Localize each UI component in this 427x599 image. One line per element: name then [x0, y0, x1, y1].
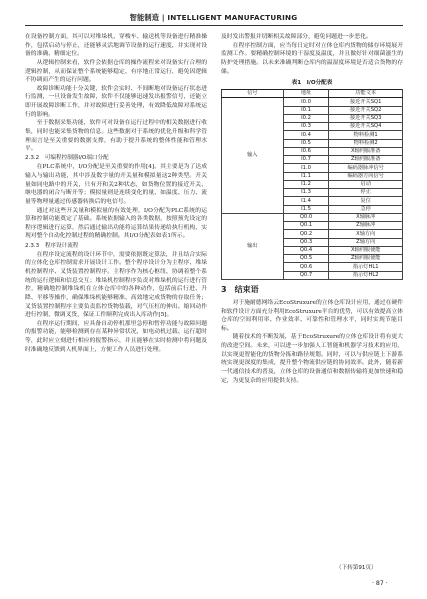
cell-address: I0.1: [283, 106, 329, 114]
cell-function: X轴脉冲: [329, 213, 403, 221]
subsection-heading: 2.3.2 可编程控制器I/O端口分配: [25, 155, 109, 162]
cell-function: 指示灯HL1: [329, 263, 403, 271]
cell-function: 编码器方向信号: [329, 172, 403, 180]
cell-function: 急停: [329, 205, 403, 213]
cell-function: 物料检测2: [329, 139, 403, 147]
cell-address: I1.3: [283, 189, 329, 197]
cell-function: Z轴方向: [329, 238, 403, 246]
header-function: 功能文本: [329, 90, 403, 98]
paragraph: 在程序控制方面，应当每日定时对立体仓库内货物的储存环境展开监测工作。要精确控制环境的干湿度及温度，并且做好针对细菌滋生的防护处理措施。以未来准确判断仓库内的温湿度环境是否适合货物的存储。: [221, 42, 403, 75]
cell-function: 启动: [329, 180, 403, 188]
cell-function: Z轴脉冲: [329, 222, 403, 230]
paragraph: 在程序运行期间，应具备自动停机那里急停和暂停功能与故障问题的报警功能，能够检测到存在某种异常状况，如电动机过载、运行超时等，此时应立刻进行相应的报警指示，并且能够在实时检测中将问题及时准确地反馈到人机界面上，方便工作人员进行处理。: [25, 320, 207, 353]
io-assignment-table: [221, 89, 403, 280]
group-input: 输入: [222, 98, 284, 214]
table-row: [222, 213, 403, 221]
cell-address: I0.0: [283, 98, 329, 106]
paragraph: 故障诊断功能十分关键，软件会实时、不间断地对设备运行状态进行监测，一旦设备发生故障，软件不仅能够迅速发出报警信号，还能立即开展故障诊断工作，并对故障进行妥善处理，有效降低故障对系统运行的影响。: [25, 85, 207, 118]
cell-address: Q0.2: [283, 230, 329, 238]
paragraph: 在程序设定流程的设计环节中，需要依据既定算法，并且结合实际的立体化仓库控制需求开展设计工作。整个程序设计分为主程序、堆垛机控制程序、叉货装置控制程序。主程序作为核心枢纽，协调着整个系统的运行逻辑和信息交互；堆垛机控制程序负责对堆垛机的运行进行管控，精确地控制堆垛机在立体仓库中的各种动作，包括前后行进、升降、平移等操作，确保堆垛机能够精准、高效地完成货物的存取任务；叉货装置控制程序主要负责监控货物装载，对气压杠的伸出、缩回动作进行控制，微调叉货，保证工件顺利完成出入库动作[5]。: [25, 251, 207, 319]
cell-function: Z轴伺服准备: [329, 156, 403, 164]
left-column: [25, 33, 207, 354]
paragraph: 通过对这些开关量和模拟量的有效处理，I/O分配为PLC系统的运算和控制功能奠定了基础。系统依据输入的各类数据，按照预先设定的程序逻辑进行运算，然后通过输出功能将运算结果传递给执行机构，实现对整个自动化控制过程的精确控制。其I/O分配表如表1所示。: [25, 207, 207, 240]
continued-note: （下转第91页）: [336, 565, 377, 571]
cell-function: X轴伺服使能: [329, 246, 403, 254]
right-column: [221, 33, 403, 385]
cell-address: Q0.6: [283, 263, 329, 271]
header-signal: 信号: [222, 90, 284, 98]
page-number: · 87 ·: [372, 580, 388, 587]
cell-address: I0.5: [283, 139, 329, 147]
cell-address: I1.2: [283, 180, 329, 188]
paragraph: 随着技术的不断发展，基于EcoStruxure的立体仓库设计将有更大的改进空间。未来，可以进一步加强人工智能和机器学习技术的应用，以实现更智能化的货物分拣和路径规划。同时，可以与供应链上下游系统实现更深度的集成，提升整个物流供应链的协同效率。此外，随着新一代通信技术的普及，立体仓库的设备通信和数据传输将更加快速和稳定，为更复杂的应用提供支持。: [221, 334, 403, 384]
group-output: 输出: [222, 213, 284, 279]
paragraph: 从逻辑控制来看，软件会依据仓库的操作流程来对设备实行合理的逻辑控制，从而保证整个系统能够稳定、有序地正常运行，避免因逻辑不协调而产生的运行问题。: [25, 59, 207, 84]
table-caption: 表1 I/O分配表: [291, 80, 333, 87]
cell-function: 物料检测1: [329, 131, 403, 139]
table-body: [222, 98, 403, 280]
table-header-row: [222, 90, 403, 98]
cell-function: 指示灯HL2: [329, 271, 403, 279]
cell-address: I1.4: [283, 197, 329, 205]
cell-address: I0.7: [283, 156, 329, 164]
cell-address: Q0.1: [283, 222, 329, 230]
cell-function: 接近开关SQ1: [329, 98, 403, 106]
cell-address: I0.4: [283, 131, 329, 139]
cell-address: Q0.5: [283, 255, 329, 263]
cell-function: X轴伺服准备: [329, 147, 403, 155]
header-address: 地址: [283, 90, 329, 98]
journal-header: 智能制造 | INTELLIGENT MANUFACTURING: [129, 13, 298, 22]
cell-function: 停止: [329, 189, 403, 197]
cell-address: I0.6: [283, 147, 329, 155]
cell-address: I0.2: [283, 114, 329, 122]
cell-address: Q0.4: [283, 246, 329, 254]
section-title: 结束语: [234, 284, 259, 294]
cell-address: I1.1: [283, 172, 329, 180]
cell-function: 接近开关SQ4: [329, 123, 403, 131]
cell-address: Q0.3: [283, 238, 329, 246]
cell-function: 接近开关SQ3: [329, 114, 403, 122]
header-divider: [25, 25, 403, 26]
subsection-heading: 2.3.3 程序设计流程: [25, 242, 79, 249]
cell-address: I1.5: [283, 205, 329, 213]
cell-address: I1.0: [283, 164, 329, 172]
section-heading: [221, 284, 403, 296]
table-row: [222, 98, 403, 106]
cell-function: 接近开关SQ2: [329, 106, 403, 114]
paragraph: 至于数据采集功能，软件可对设备在运行过程中的相关数据进行收集，同时也能采集货物的信息。这些数据对于系统的优化升级和科学管理而言是至关重要的数据支撑，有助于提升系统的整体性能和管理水平。: [25, 120, 207, 153]
section-number: 3: [221, 284, 227, 294]
cell-function: X轴方向: [329, 230, 403, 238]
cell-address: Q0.7: [283, 271, 329, 279]
cell-address: Q0.0: [283, 213, 329, 221]
cell-function: Z轴伺服使能: [329, 255, 403, 263]
paragraph: 在PLC系统中，I/O分配是至关重要的作用[4]。其主要是为了达成输入与输出功能，其中涉及数字量的开关量和模拟量这2种类型。开关量如同电路中的开关，只有开和关2种状态，如货物位置的接近开关、继电器的闭合与断开等；模拟量则是连续变化的量，如温度、压力、流量等物理量通过传感器转换后的电信号。: [25, 164, 207, 205]
cell-function: 复位: [329, 197, 403, 205]
cell-function: 编码器脉冲信号: [329, 164, 403, 172]
cell-address: I0.3: [283, 123, 329, 131]
paragraph: 在设备控制方面，其可以对堆垛机、穿梭车、输送机等设备进行精准操作，包括启动与停止，还能够灵活地调节设备的运行速度，并实现对设备的准确、精细定位。: [25, 34, 207, 58]
paragraph: 对于施耐德网络云EcoStruxure的立体仓库设计应用，通过在硬件和软件设计方面充分利用EcoStruxure平台的优势，可以有效提高立体仓库的空间利用率、作业效率、可靠性和管理水平，同时实现节能目标。: [221, 299, 403, 332]
paragraph: 及时发出警报并切断相关故障部分，避免问题进一步恶化。: [221, 34, 372, 40]
